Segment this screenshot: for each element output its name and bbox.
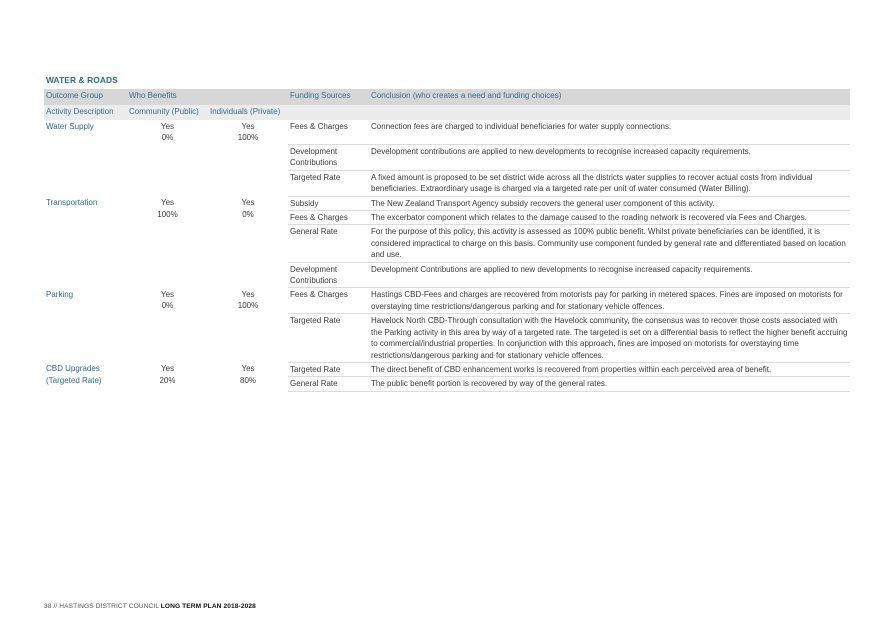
funding-source: Subsidy (288, 196, 369, 210)
community-benefit (127, 196, 208, 288)
individual-benefit (208, 362, 288, 391)
community-yes: Yes (160, 289, 175, 299)
header-community: Community (Public) (127, 105, 208, 120)
footer-document-title: LONG TERM PLAN 2018-2028 (160, 603, 256, 610)
table-row (44, 120, 850, 145)
individual-yes: Yes (241, 364, 255, 374)
individual-pct: 100% (237, 133, 259, 143)
community-pct: 20% (159, 375, 176, 385)
community-yes: Yes (160, 122, 175, 131)
funding-source: Development Contributions (288, 145, 369, 171)
individual-yes: Yes (241, 122, 255, 131)
individual-benefit (208, 288, 288, 362)
header-funding-sources: Funding Sources (288, 89, 369, 105)
funding-source: Development Contributions (288, 262, 369, 288)
header-conclusion: Conclusion (who creates a need and funding choices) (369, 89, 850, 105)
funding-sources-table (44, 89, 850, 392)
individual-pct: 100% (237, 301, 259, 311)
conclusion-text: The direct benefit of CBD enhancement works is recovered from properties within each perceived area of benefit. (369, 362, 850, 376)
conclusion-text: The New Zealand Transport Agency subsidy recovers the general user component of this activity. (369, 196, 850, 210)
group-name: CBD Upgrades (Targeted Rate) (46, 364, 102, 385)
group-name: Transportation (46, 198, 98, 208)
individual-benefit (208, 196, 288, 288)
funding-source: Targeted Rate (288, 170, 369, 196)
community-pct: 0% (161, 301, 174, 311)
funding-source: Fees & Charges (288, 120, 369, 145)
page-footer (44, 603, 256, 610)
individual-pct: 0% (242, 209, 254, 219)
footer-page-org: 38 // HASTINGS DISTRICT COUNCIL (44, 603, 159, 610)
conclusion-text: Connection fees are charged to individual beneficiaries for water supply connections. (369, 120, 850, 145)
conclusion-text: A fixed amount is proposed to be set district wide across all the districts water supplies to recover actual costs from individual beneficiaries. Extraordinary usage is charged via a targeted rate per unit of water consumed (Water Billing). (369, 170, 850, 196)
individual-benefit (208, 120, 288, 196)
section-title: WATER & ROADS (46, 75, 118, 85)
community-pct: 0% (161, 133, 174, 143)
header-individuals: Individuals (Private) (208, 105, 288, 120)
group-name: Parking (46, 289, 74, 299)
header-activity-description: Activity Description (44, 105, 127, 120)
funding-source: Targeted Rate (288, 314, 369, 363)
individual-pct: 80% (240, 375, 257, 385)
conclusion-text: Development contributions are applied to new developments to recognise increased capacity requirements. (369, 145, 850, 171)
table-row (44, 196, 850, 210)
community-benefit (127, 288, 208, 362)
conclusion-text: Development Contributions are applied to new developments to recognise increased capacity requirements. (369, 262, 850, 288)
funding-source: General Rate (288, 225, 369, 262)
table-subheader-row (44, 105, 850, 120)
header-blank (369, 105, 850, 120)
community-benefit (127, 362, 208, 391)
table-row (44, 288, 850, 314)
individual-yes: Yes (241, 289, 255, 299)
conclusion-text: Hastings CBD-Fees and charges are recovered from motorists pay for parking in metered spaces. Fines are imposed on motorists for overstaying time restrictions/dangerous parking and for stationary vehicle offences. (369, 288, 850, 314)
funding-source: General Rate (288, 377, 369, 391)
community-yes: Yes (160, 364, 175, 374)
community-yes: Yes (160, 198, 175, 208)
group-name: Water Supply (46, 122, 94, 131)
conclusion-text: Havelock North CBD-Through consultation with the Havelock community, the consensus was to recover those costs associated with the Parking activity in this area by way of a targeted rate. The targeted is set on a differential basis to reflect the higher benefit accruing to commercial/industrial properties. In conjunction with this approach, fines are imposed on motorists for overstaying time restrictions/dangerous parking and for stationary vehicle offences. (369, 314, 850, 363)
conclusion-text: The public benefit portion is recovered by way of the general rates. (369, 377, 850, 391)
header-blank (288, 105, 369, 120)
conclusion-text: For the purpose of this policy, this activity is assessed as 100% public benefit. Whilst private beneficiaries can be identified, it is considered impractical to charge on this basis. Community use component funded by general rate and differentiated based on location and use. (369, 225, 850, 262)
header-outcome-group: Outcome Group (44, 89, 127, 105)
table-header-row (44, 89, 850, 105)
individual-yes: Yes (241, 198, 255, 208)
funding-source: Targeted Rate (288, 362, 369, 376)
community-benefit (127, 120, 208, 196)
funding-source: Fees & Charges (288, 288, 369, 314)
community-pct: 100% (157, 209, 178, 219)
table-row (44, 362, 850, 376)
header-who-benefits: Who Benefits (127, 89, 288, 105)
conclusion-text: The excerbator component which relates to the damage caused to the roading network is recovered via Fees and Charges. (369, 211, 850, 225)
funding-source: Fees & Charges (288, 211, 369, 225)
